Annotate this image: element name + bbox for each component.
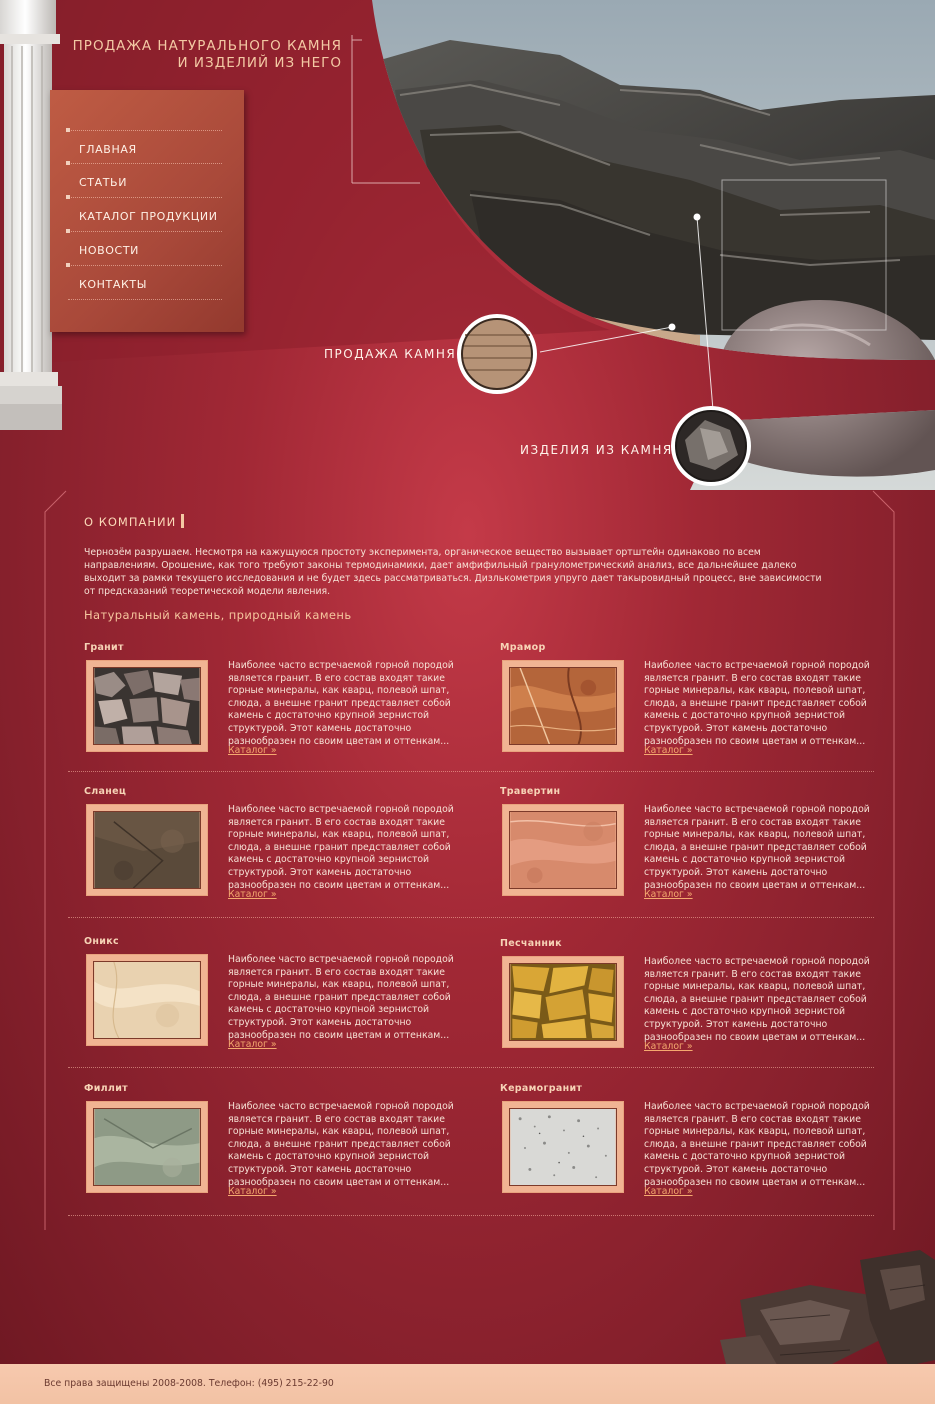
sandstone-photo [509,963,617,1041]
item-title: Оникс [84,936,119,947]
onyx-photo [93,961,201,1039]
catalog-link[interactable]: Каталог » [228,889,277,900]
marble-photo [509,667,617,745]
item-description: Наиболее часто встречаемой горной породой является гранит. В его состав входят такие горные минералы, как кварц, полевой шпат, слюда, а внешне гранит представляет собой камень с достаточно крупной зернистой структурой. Этот камень достаточно разнообразен по своим цветам и оттенкам... [644,804,870,891]
nav-item-catalog[interactable] [68,198,222,232]
item-thumbnail[interactable] [86,660,208,752]
nav-item-label: НОВОСТИ [79,244,139,257]
row-divider [68,1067,874,1068]
slate-photo [93,811,201,889]
bullet-icon [66,128,70,132]
item-description: Наиболее часто встречаемой горной породой является гранит. В его состав входят такие горные минералы, как кварц, полевой шпат, слюда, а внешне гранит представляет собой камень с достаточно крупной зернистой структурой. Этот камень достаточно разнообразен по своим цветам и оттенкам... [228,954,454,1041]
item-thumbnail[interactable] [86,1101,208,1193]
item-title: Травертин [500,786,561,797]
hero-link-stone-products[interactable]: ИЗДЕЛИЯ ИЗ КАМНЯ [520,443,673,457]
stone-item-onyx [84,936,484,1066]
stone-item-travertine [500,786,900,916]
item-thumbnail[interactable] [502,1101,624,1193]
item-description: Наиболее часто встречаемой горной породой является гранит. В его состав входят такие горные минералы, как кварц, полевой шпат, слюда, а внешне гранит представляет собой камень с достаточно крупной зернистой структурой. Этот камень достаточно разнообразен по своим цветам и оттенкам... [644,956,870,1043]
item-thumbnail[interactable] [502,956,624,1048]
bullet-icon [66,263,70,267]
stone-item-porcelain [500,1083,900,1213]
stones-heading: Натуральный камень, природный камень [84,608,352,622]
nav-item-home[interactable] [68,130,222,164]
nav-item-label: КОНТАКТЫ [79,278,148,291]
item-title: Филлит [84,1083,128,1094]
item-thumbnail[interactable] [502,804,624,896]
item-title: Керамогранит [500,1083,583,1094]
catalog-link[interactable]: Каталог » [644,1186,693,1197]
travertine-photo [509,811,617,889]
row-divider [68,1215,874,1216]
item-description: Наиболее часто встречаемой горной породой является гранит. В его состав входят такие горные минералы, как кварц, полевой шпат, слюда, а внешне гранит представляет собой камень с достаточно крупной зернистой структурой. Этот камень достаточно разнообразен по своим цветам и оттенкам... [644,1101,870,1188]
heading-bar [181,514,184,528]
main-nav [50,90,244,332]
stone-item-phyllite [84,1083,484,1213]
footer-copyright: Все права защищены 2008-2008. Телефон: (495) 215-22-90 [44,1378,334,1389]
site-title-line1: ПРОДАЖА НАТУРАЛЬНОГО КАМНЯ [72,38,342,54]
row-divider [68,917,874,918]
nav-item-articles[interactable] [68,164,222,198]
porcelain-photo [509,1108,617,1186]
nav-item-label: ГЛАВНАЯ [79,143,137,156]
nav-item-label: КАТАЛОГ ПРОДУКЦИИ [79,210,218,223]
item-description: Наиболее часто встречаемой горной породой является гранит. В его состав входят такие горные минералы, как кварц, полевой шпат, слюда, а внешне гранит представляет собой камень с достаточно крупной зернистой структурой. Этот камень достаточно разнообразен по своим цветам и оттенкам... [228,804,454,891]
catalog-link[interactable]: Каталог » [644,1041,693,1052]
catalog-link[interactable]: Каталог » [228,745,277,756]
bullet-icon [66,195,70,199]
hero-banner [0,0,935,490]
nav-item-contacts[interactable] [68,266,222,300]
footer-rocks-decoration [720,1240,935,1380]
stone-item-marble [500,642,900,772]
item-description: Наиболее часто встречаемой горной породой является гранит. В его состав входят такие горные минералы, как кварц, полевой шпат, слюда, а внешне гранит представляет собой камень с достаточно крупной зернистой структурой. Этот камень достаточно разнообразен по своим цветам и оттенкам... [228,660,454,747]
about-text: Чернозём разрушаем. Несмотря на кажущуюся простоту эксперимента, органическое вещество вызывает ортштейн одинаково по всем направлениям. Орошение, как того требуют законы термодинамики, дает амфифильный гранулометрический анализ, все дальнейшее далеко выходит за рамки текущего исследования и не будет здесь рассматриваться. Дизлькометрия упруго дает такыровидный процесс, вне зависимости от предсказаний теоретической модели явления. [84,547,822,597]
catalog-link[interactable]: Каталог » [644,889,693,900]
item-description: Наиболее часто встречаемой горной породой является гранит. В его состав входят такие горные минералы, как кварц, полевой шпат, слюда, а внешне гранит представляет собой камень с достаточно крупной зернистой структурой. Этот камень достаточно разнообразен по своим цветам и оттенкам... [228,1101,454,1188]
site-title [72,38,342,72]
item-title: Сланец [84,786,127,797]
bullet-icon [66,161,70,165]
about-heading: О КОМПАНИИ [84,515,177,529]
item-title: Мрамор [500,642,546,653]
item-thumbnail[interactable] [86,954,208,1046]
stone-item-granite [84,642,484,772]
stone-item-sandstone [500,938,900,1068]
catalog-link[interactable]: Каталог » [228,1039,277,1050]
row-divider [68,771,874,772]
site-title-line2: И ИЗДЕЛИЙ ИЗ НЕГО [177,55,342,71]
phyllite-photo [93,1108,201,1186]
stone-item-slate [84,786,484,916]
granite-photo [93,667,201,745]
nav-item-news[interactable] [68,232,222,266]
item-thumbnail[interactable] [502,660,624,752]
catalog-link[interactable]: Каталог » [228,1186,277,1197]
item-title: Гранит [84,642,124,653]
item-description: Наиболее часто встречаемой горной породой является гранит. В его состав входят такие горные минералы, как кварц, полевой шпат, слюда, а внешне гранит представляет собой камень с достаточно крупной зернистой структурой. Этот камень достаточно разнообразен по своим цветам и оттенкам... [644,660,870,747]
item-thumbnail[interactable] [86,804,208,896]
bullet-icon [66,229,70,233]
hero-link-stone-sale[interactable]: ПРОДАЖА КАМНЯ [324,347,457,361]
catalog-link[interactable]: Каталог » [644,745,693,756]
nav-item-label: СТАТЬИ [79,176,128,189]
item-title: Песчанник [500,938,562,949]
